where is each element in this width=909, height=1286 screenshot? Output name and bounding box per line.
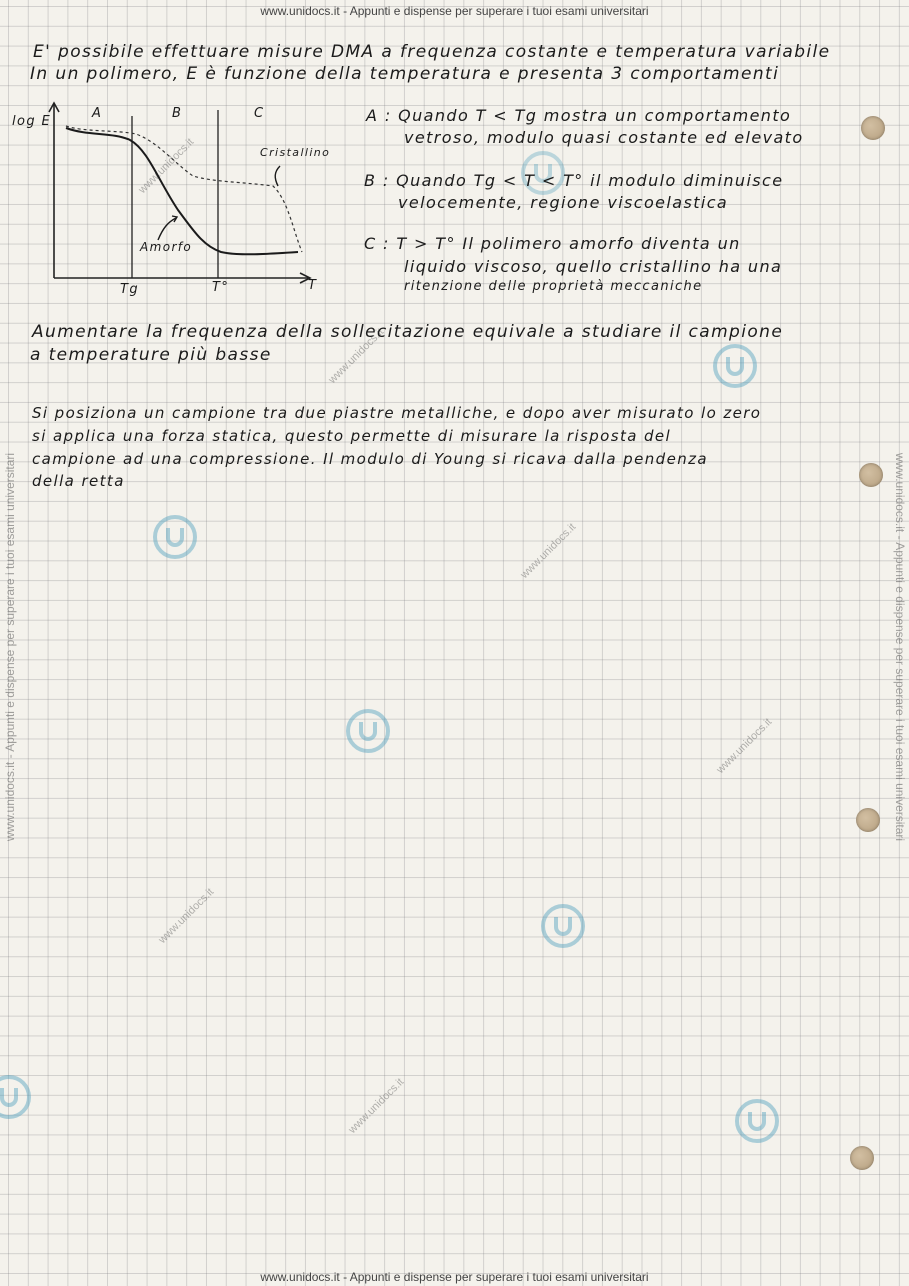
frequency-line-1: Aumentare la frequenza della sollecitazione equivale a studiare il campione	[32, 322, 784, 342]
watermark-text: www.unidocs.it	[156, 886, 217, 946]
intro-line-1: E' possibile effettuare misure DMA a frequenza costante e temperatura variabile	[33, 42, 831, 62]
test-line-1: Si posiziona un campione tra due piastre metalliche, e dopo aver misurato lo zero	[32, 404, 762, 422]
behavior-c-line-2: liquido viscoso, quello cristallino ha una	[404, 257, 783, 276]
watermark-logo-icon	[540, 903, 586, 949]
amorphous-label: Amorfo	[140, 240, 193, 254]
frequency-line-2: a temperature più basse	[30, 345, 272, 365]
behavior-b-line-2: velocemente, regione viscoelastica	[398, 193, 729, 212]
behavior-c-line-1: C : T > T° Il polimero amorfo diventa un	[364, 234, 741, 253]
test-line-4: della retta	[32, 472, 125, 490]
watermark-banner-top: www.unidocs.it - Appunti e dispense per superare i tuoi esami universitari	[260, 4, 649, 18]
watermark-logo-icon	[152, 514, 198, 560]
punch-hole-4	[850, 1146, 874, 1170]
punch-hole-1	[861, 116, 885, 140]
region-a-label: A	[92, 106, 103, 121]
watermark-text: www.unidocs.it	[346, 1076, 407, 1136]
watermark-side-left: www.unidocs.it - Appunti e dispense per superare i tuoi esami universitari	[3, 452, 17, 842]
behavior-a-line-1: A : Quando T < Tg mostra un comportamento	[366, 106, 792, 125]
punch-hole-3	[856, 808, 880, 832]
watermark-logo-icon	[0, 1074, 32, 1120]
crystalline-pointer-icon	[275, 166, 280, 186]
x-axis-label: T	[308, 278, 318, 293]
tg-tick-label: Tg	[120, 282, 139, 297]
watermark-logo-icon	[712, 343, 758, 389]
region-c-label: C	[254, 106, 265, 121]
watermark-text: www.unidocs.it	[714, 716, 775, 776]
region-b-label: B	[172, 106, 183, 121]
watermark-text: www.unidocs.it	[518, 521, 579, 581]
modulus-temperature-diagram	[8, 100, 338, 300]
watermark-banner-bottom: www.unidocs.it - Appunti e dispense per superare i tuoi esami universitari	[260, 1270, 649, 1284]
behavior-c-line-3: ritenzione delle proprietà meccaniche	[404, 279, 703, 294]
watermark-text: www.unidocs.it	[326, 326, 387, 386]
punch-hole-2	[859, 463, 883, 487]
watermark-side-right: www.unidocs.it - Appunti e dispense per superare i tuoi esami universitari	[893, 452, 907, 842]
watermark-text: www.unidocs.it	[136, 136, 197, 196]
t0-tick-label: T°	[212, 280, 230, 295]
crystalline-curve	[66, 126, 302, 252]
behavior-a-line-2: vetroso, modulo quasi costante ed elevato	[404, 128, 804, 147]
intro-line-2: In un polimero, E è funzione della temperatura e presenta 3 comportamenti	[30, 64, 780, 84]
test-line-2: si applica una forza statica, questo permette di misurare la risposta del	[32, 427, 672, 445]
crystalline-label: Cristallino	[260, 146, 331, 159]
watermark-logo-icon	[345, 708, 391, 754]
test-line-3: campione ad una compressione. Il modulo di Young si ricava dalla pendenza	[32, 450, 708, 468]
behavior-b-line-1: B : Quando Tg < T < T° il modulo diminuisce	[364, 171, 784, 190]
diagram-svg	[8, 100, 338, 300]
watermark-logo-icon	[734, 1098, 780, 1144]
amorphous-pointer-icon	[158, 218, 176, 240]
y-axis-label: log E	[12, 114, 52, 129]
